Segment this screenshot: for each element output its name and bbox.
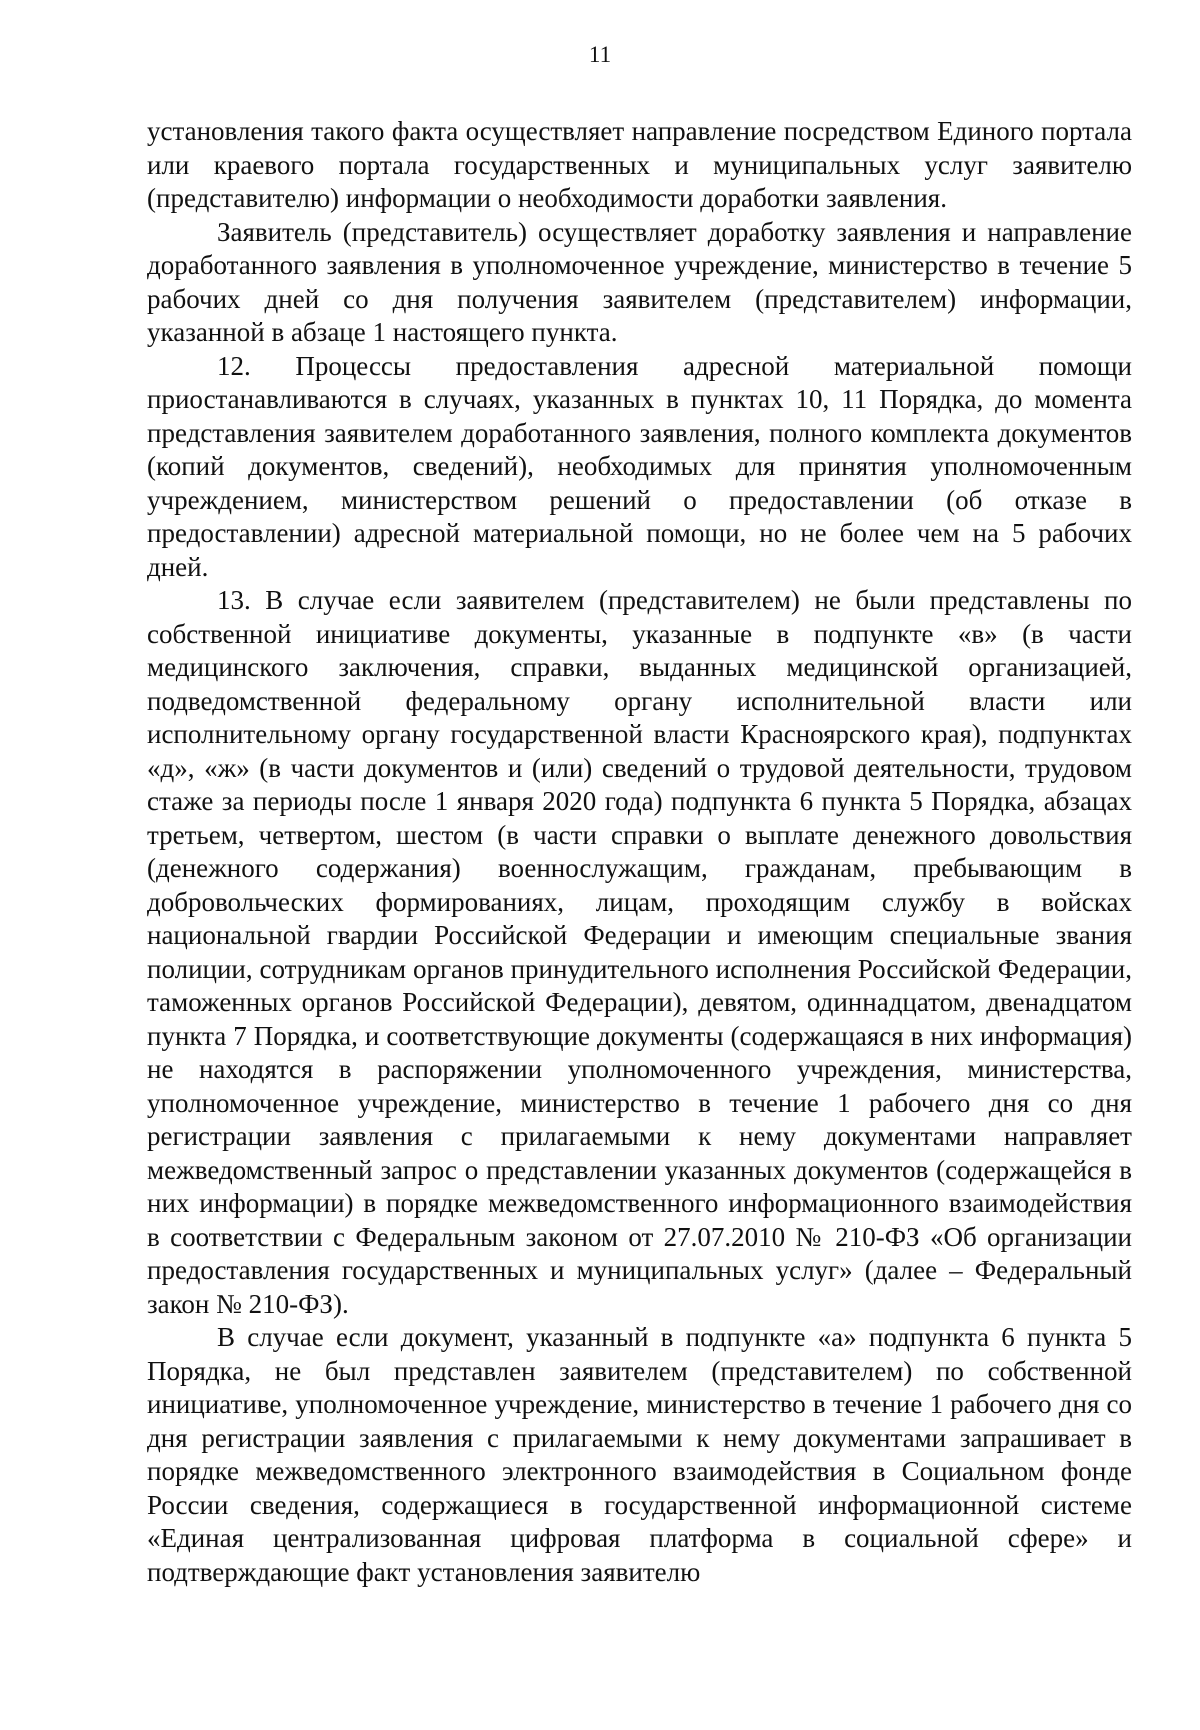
paragraph-document-request: В случае если документ, указанный в подпункте «а» подпункта 6 пункта 5 Порядка, не был представлен заявителем (представителем) по собственной инициативе, уполномоченное учреждение, министерство в течение 1 рабочего дня со дня регистрации заявления с прилагаемыми к нему документами запрашивает в порядке межведомственного электронного взаимодействия в Социальном фонде России сведения, содержащиеся в государственной информационной системе «Единая централизованная цифровая платформа в социальной сфере» и подтверждающие факт установления заявителю xyxy=(147,1322,1132,1587)
paragraph-continuation: установления такого факта осуществляет направление посредством Единого портала или краевого портала государственных и муниципальных услуг заявителю (представителю) информации о необходимости доработки заявления. xyxy=(147,116,1132,213)
paragraph-applicant-revision: Заявитель (представитель) осуществляет доработку заявления и направление доработанного заявления в уполномоченное учреждение, министерство в течение 5 рабочих дней со дня получения заявителем (представителем) информации, указанной в абзаце 1 настоящего пункта. xyxy=(147,216,1132,347)
paragraph-item-13: 13. В случае если заявителем (представителем) не были представлены по собственной инициативе документы, указанные в подпункте «в» (в части медицинского заключения, справки, выданных медицинской организацией, подведомственной федеральному органу исполнительной власти или исполнительному органу государственной власти Красноярского края), подпунктах «д», «ж» (в части документов и (или) сведений о трудовой деятельности, трудовом стаже за периоды после 1 января 2020 года) подпункта 6 пункта 5 Порядка, абзацах третьем, четвертом, шестом (в части справки о выплате денежного довольствия (денежного содержания) военнослужащим, гражданам, пребывающим в добровольческих формированиях, лицам, проходящим службу в войсках национальной гвардии Российской Федерации и имеющим специальные звания полиции, сотрудникам органов принудительного исполнения Российской Федерации, таможенных органов Российской Федерации), девятом, одиннадцатом, двенадцатом пункта 7 Порядка, и соответствующие документы (содержащаяся в них информация) не находятся в распоряжении уполномоченного учреждения, министерства, уполномоченное учреждение, министерство в течение 1 рабочего дня со дня регистрации заявления с прилагаемыми к нему документами направляет межведомственный запрос о представлении указанных документов (содержащейся в них информации) в порядке межведомственного информационного взаимодействия в соответствии с Федеральным законом от 27.07.2010 № 210-ФЗ «Об организации предоставления государственных и муниципальных услуг» (далее – Федеральный закон № 210-ФЗ). xyxy=(147,585,1132,1319)
page-number: 11 xyxy=(588,42,612,67)
paragraph-item-12: 12. Процессы предоставления адресной материальной помощи приостанавливаются в случаях, указанных в пунктах 10, 11 Порядка, до момента представления заявителем доработанного заявления, полного комплекта документов (копий документов, сведений), необходимых для принятия уполномоченным учреждением, министерством решений о предоставлении (об отказе в предоставлении) адресной материальной помощи, но не более чем на 5 рабочих дней. xyxy=(147,350,1132,582)
document-body xyxy=(147,115,1132,1589)
